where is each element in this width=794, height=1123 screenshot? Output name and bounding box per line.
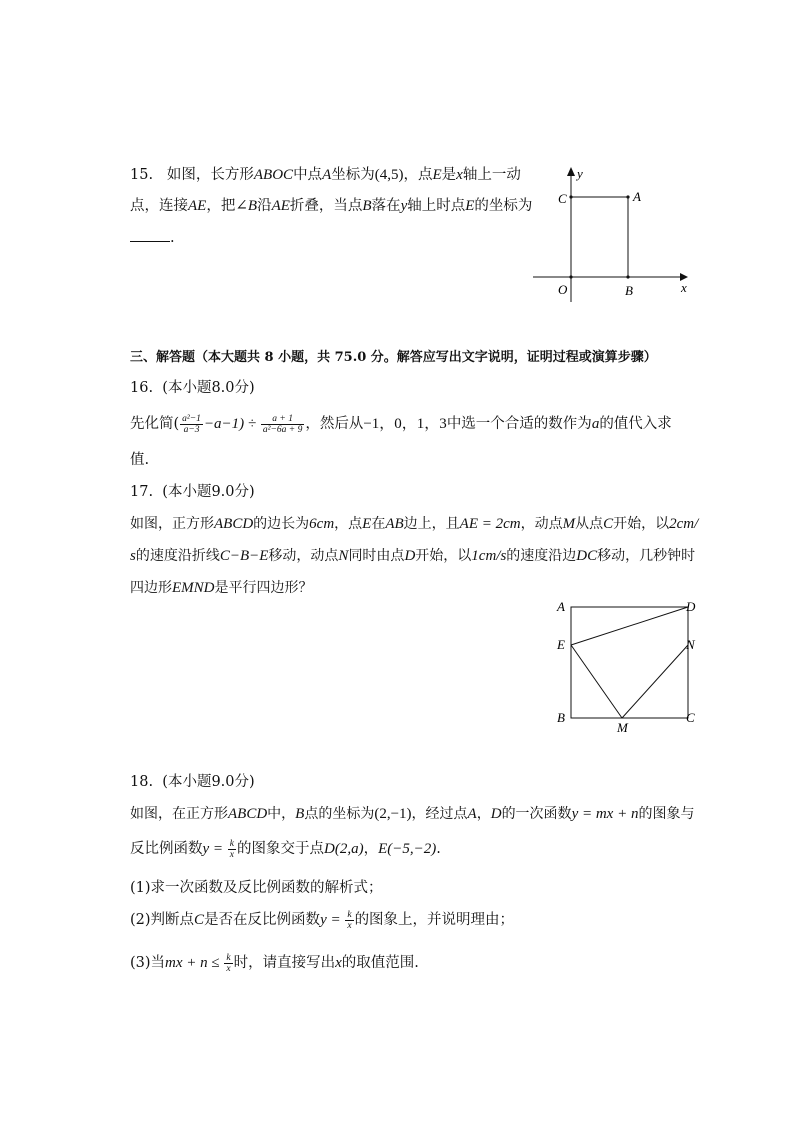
text: 如图，正方形 bbox=[130, 516, 214, 532]
text: ，经过点 bbox=[411, 806, 468, 822]
text: ，点 bbox=[403, 167, 433, 183]
math: y = bbox=[202, 841, 227, 857]
q18-line-2 bbox=[130, 836, 441, 862]
math: y bbox=[400, 198, 408, 214]
q16-points: (本小题8.0分) bbox=[162, 380, 255, 396]
fraction bbox=[345, 910, 353, 931]
math: A bbox=[322, 167, 332, 183]
q17-number: 17. bbox=[130, 484, 154, 500]
label-x: x bbox=[681, 280, 687, 295]
math: N bbox=[338, 548, 349, 564]
math: x bbox=[335, 955, 342, 971]
q18-subquestion-1: (1)求一次函数及反比例函数的解析式； bbox=[130, 880, 383, 896]
math: x bbox=[456, 167, 463, 183]
text: 移动，动点 bbox=[268, 548, 339, 564]
math: (4,5) bbox=[374, 167, 404, 183]
math: DC bbox=[576, 548, 598, 564]
point-a bbox=[626, 195, 629, 198]
text: ， bbox=[476, 806, 491, 822]
label-o: O bbox=[558, 282, 568, 297]
text: 的边长为 bbox=[253, 516, 310, 532]
text: 时，请直接写出 bbox=[233, 955, 336, 971]
q17-points: (本小题9.0分) bbox=[162, 484, 255, 500]
numerator: a + 1 bbox=[261, 414, 304, 425]
text: 是平行四边形？ bbox=[214, 580, 313, 596]
text: 的坐标为 bbox=[474, 198, 533, 214]
math: E(−5,−2) bbox=[378, 841, 437, 857]
math: EMND bbox=[172, 580, 215, 596]
q17-header bbox=[130, 482, 255, 502]
q18-number: 18. bbox=[130, 774, 154, 790]
math: 1cm/s bbox=[471, 548, 507, 564]
label-b: B bbox=[557, 710, 565, 725]
text: 是否在反比例函数 bbox=[204, 912, 321, 928]
math: AE = 2cm bbox=[459, 516, 521, 532]
math: C−B−E bbox=[219, 548, 269, 564]
label-e: E bbox=[557, 637, 565, 652]
text: 轴上一动 bbox=[462, 167, 521, 183]
label-m: M bbox=[617, 720, 628, 735]
math: E bbox=[362, 516, 372, 532]
math: y = bbox=[320, 912, 345, 928]
math: D bbox=[404, 548, 416, 564]
q15-number: 15. bbox=[130, 167, 154, 183]
math: −a−1) ÷ bbox=[203, 416, 260, 432]
q15-line-3 bbox=[130, 227, 175, 248]
math: E bbox=[465, 198, 475, 214]
text: 如图，长方形 bbox=[166, 167, 254, 183]
fraction bbox=[180, 414, 203, 435]
text: ，然后从 bbox=[305, 416, 364, 432]
text: 坐标为 bbox=[331, 167, 375, 183]
math: −1，0，1，3 bbox=[363, 416, 447, 432]
math: AB bbox=[385, 516, 404, 532]
fraction bbox=[224, 953, 232, 974]
text: ，动点 bbox=[520, 516, 563, 532]
square-abcd bbox=[571, 607, 688, 718]
q17-line-3 bbox=[130, 578, 313, 598]
text: 开始，以 bbox=[415, 548, 472, 564]
point-o bbox=[569, 275, 572, 278]
q16-number: 16. bbox=[130, 380, 154, 396]
math: D bbox=[490, 806, 502, 822]
text: 反比例函数 bbox=[130, 841, 203, 857]
segment-ed bbox=[571, 607, 688, 645]
text: . bbox=[436, 841, 441, 857]
fraction bbox=[261, 414, 304, 435]
point-c bbox=[569, 195, 572, 198]
text: 落在 bbox=[371, 198, 401, 214]
denominator: a²−6a + 9 bbox=[262, 424, 303, 435]
text: ， bbox=[363, 841, 379, 857]
text: 的值代入求 bbox=[599, 416, 672, 432]
q17-figure bbox=[552, 598, 702, 736]
q15-figure bbox=[525, 162, 700, 307]
text: 的速度沿折线 bbox=[135, 548, 220, 564]
y-axis-arrow-icon bbox=[567, 167, 575, 176]
math: ∠B bbox=[235, 198, 258, 214]
math: E bbox=[432, 167, 442, 183]
q16-header bbox=[130, 378, 255, 398]
text: 在 bbox=[371, 516, 386, 532]
text: 的图象与 bbox=[638, 806, 695, 822]
label-b: B bbox=[625, 283, 633, 298]
q15-line-2 bbox=[130, 196, 532, 216]
denominator: x bbox=[229, 849, 234, 860]
math: 6cm bbox=[309, 516, 335, 532]
text: 从点 bbox=[575, 516, 604, 532]
math: B bbox=[362, 198, 372, 214]
math: a bbox=[591, 416, 600, 432]
math: M bbox=[562, 516, 576, 532]
rectangle-aboc bbox=[571, 197, 628, 277]
numerator: k bbox=[347, 909, 352, 920]
q17-line-1 bbox=[130, 514, 698, 534]
q17-line-2 bbox=[130, 546, 695, 566]
q18-subquestion-3 bbox=[130, 950, 419, 976]
text: . bbox=[170, 230, 175, 246]
math: AE bbox=[188, 198, 207, 214]
text: 沿 bbox=[257, 198, 272, 214]
q15-line-1 bbox=[130, 165, 521, 185]
text: 的速度沿边 bbox=[506, 548, 577, 564]
point-b bbox=[626, 275, 629, 278]
text: 中选一个合适的数作为 bbox=[446, 416, 592, 432]
text: 轴上时点 bbox=[407, 198, 466, 214]
q18-line-1 bbox=[130, 804, 694, 824]
numerator: k bbox=[229, 838, 234, 849]
math: s bbox=[130, 548, 136, 564]
q18-subquestion-2 bbox=[130, 907, 514, 933]
text: 点，连接 bbox=[130, 198, 188, 214]
segment-mn bbox=[622, 645, 688, 718]
denominator: x bbox=[347, 920, 352, 931]
numerator: k bbox=[226, 952, 231, 963]
text: 的图象交于点 bbox=[237, 841, 324, 857]
section-3-heading: 三、解答题（本大题共 8 小题，共 75.0 分。解答应写出文字说明，证明过程或演算步骤） bbox=[130, 350, 657, 365]
text: 四边形 bbox=[130, 580, 172, 596]
text: 先化简( bbox=[130, 416, 180, 432]
answer-blank bbox=[130, 227, 170, 242]
text: 开始，以 bbox=[613, 516, 670, 532]
label-d: D bbox=[686, 599, 696, 614]
label-c: C bbox=[686, 710, 695, 725]
text: 中， bbox=[267, 806, 296, 822]
text: 的一次函数 bbox=[501, 806, 572, 822]
fraction bbox=[228, 839, 236, 860]
q18-points: (本小题9.0分) bbox=[162, 774, 255, 790]
q16-line-2: 值. bbox=[130, 452, 150, 468]
q18-header bbox=[130, 772, 255, 792]
text: (3)当 bbox=[130, 955, 166, 971]
math: mx + n ≤ bbox=[165, 955, 224, 971]
text: 如图，在正方形 bbox=[130, 806, 228, 822]
denominator: a−3 bbox=[183, 424, 200, 435]
math: (2,−1) bbox=[374, 806, 412, 822]
math: C bbox=[603, 516, 614, 532]
text: 同时由点 bbox=[348, 548, 405, 564]
text: 边上，且 bbox=[403, 516, 460, 532]
text: 移动，几秒钟时 bbox=[597, 548, 696, 564]
text: 折叠，当点 bbox=[289, 198, 363, 214]
label-a: A bbox=[557, 599, 565, 614]
q16-line-1 bbox=[130, 411, 672, 437]
math: ABOC bbox=[253, 167, 294, 183]
text: 的取值范围. bbox=[341, 955, 419, 971]
label-n: N bbox=[686, 637, 695, 652]
label-a: A bbox=[633, 189, 641, 204]
math: C bbox=[194, 912, 205, 928]
denominator: x bbox=[226, 963, 231, 974]
math: A bbox=[467, 806, 477, 822]
text: 是 bbox=[441, 167, 457, 183]
text: 点的坐标为 bbox=[304, 806, 375, 822]
math: ABCD bbox=[228, 806, 268, 822]
text: 的图象上，并说明理由； bbox=[354, 912, 515, 928]
text: ，点 bbox=[334, 516, 363, 532]
label-c: C bbox=[558, 191, 567, 206]
text: (2)判断点 bbox=[130, 912, 195, 928]
text: ，把 bbox=[206, 198, 236, 214]
math: AE bbox=[271, 198, 290, 214]
math: B bbox=[295, 806, 305, 822]
numerator: a²−1 bbox=[182, 413, 201, 424]
math: 2cm/ bbox=[669, 516, 699, 532]
math: y = mx + n bbox=[571, 806, 639, 822]
label-y: y bbox=[577, 166, 583, 181]
segment-em bbox=[571, 645, 622, 718]
text: 中点 bbox=[293, 167, 323, 183]
math: ABCD bbox=[214, 516, 254, 532]
math: D(2,a) bbox=[324, 841, 364, 857]
